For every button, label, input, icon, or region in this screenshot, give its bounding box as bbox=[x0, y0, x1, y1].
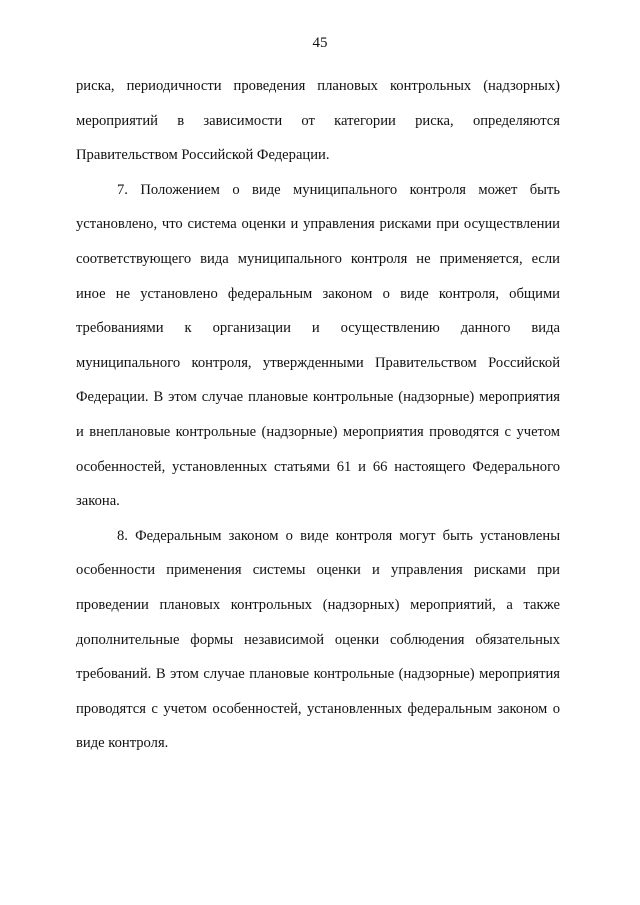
paragraph-item-8: 8. Федеральным законом о виде контроля могут быть установлены особенности применения системы оценки и управления рисками при проведении плановых контрольных (надзорных) мероприятий, а также дополнительные формы независимой оценки соблюдения обязательных требований. В этом случае плановые контрольные (надзорные) мероприятия проводятся с учетом особенностей, установленных федеральным законом о виде контроля. bbox=[76, 527, 560, 752]
paragraph-item-7: 7. Положением о виде муниципального контроля может быть установлено, что система оценки и управления рисками при осуществлении соответствующего вида муниципального контроля не применяется, если иное не установлено федеральным законом о виде контроля, общими требованиями к организации и осуществлению данного вида муниципального контроля, утвержденными Правительством Российской Федерации. В этом случае плановые контрольные (надзорные) мероприятия и внеплановые контрольные (надзорные) мероприятия проводятся с учетом особенностей, установленных статьями 61 и 66 настоящего Федерального закона. bbox=[76, 181, 560, 510]
page-number: 45 bbox=[312, 35, 328, 51]
paragraph-continuation: риска, периодичности проведения плановых контрольных (надзорных) мероприятий в зависимости от категории риска, определяются Правительством Российской Федерации. bbox=[76, 78, 560, 164]
document-body bbox=[76, 69, 560, 761]
